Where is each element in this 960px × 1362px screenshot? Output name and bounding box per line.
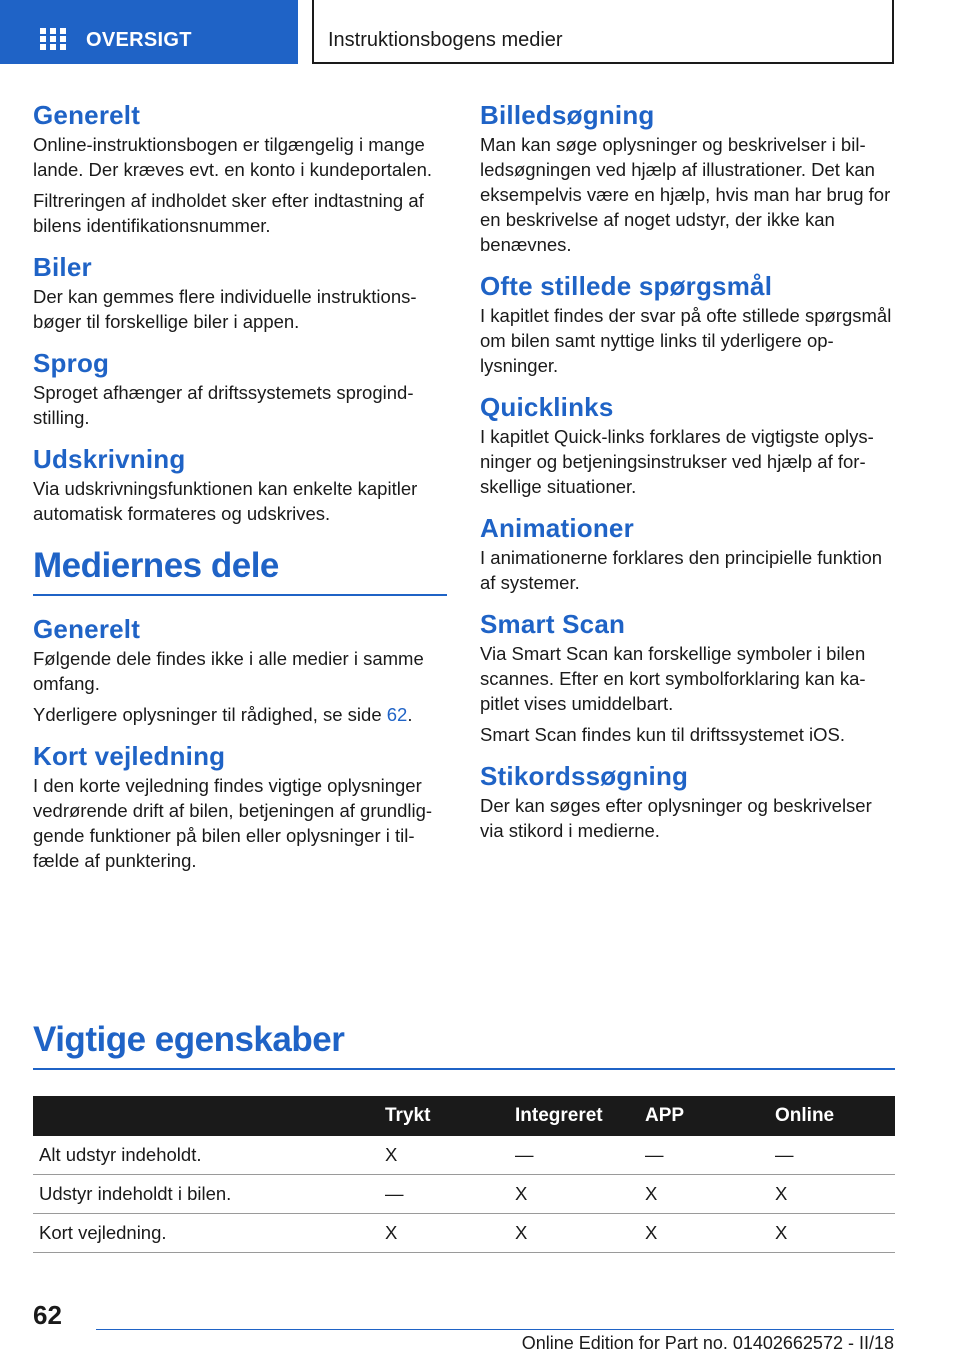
grid-menu-icon — [40, 28, 66, 50]
heading-stikordssogning: Stikordssøgning — [480, 761, 689, 791]
paragraph: Der kan gemmes flere individuelle instruktionsbøger til forskellige biler i appen. — [33, 286, 417, 332]
table-cell: Kort vejledning. — [33, 1214, 379, 1253]
section-kort-vejledning — [33, 739, 447, 873]
paragraph: Filtreringen af indholdet sker efter indtastning af bilens identifikationsnummer. — [33, 190, 424, 236]
section-udskrivning — [33, 442, 447, 526]
table-row — [33, 1175, 895, 1214]
left-column — [33, 98, 447, 885]
paragraph: Man kan søge oplysninger og beskrivelser i billedsøgningen ved hjælp af illustrationer. Det kan eksempelvis være en hjælp, hvis man har brug for en beskrivelse af noget udstyr, der ikke kan benævnes. — [480, 134, 891, 255]
heading-rule — [33, 1068, 895, 1070]
table-cell: X — [509, 1175, 639, 1214]
heading-quicklinks: Quicklinks — [480, 392, 614, 422]
heading-kort-vejledning: Kort vejledning — [33, 741, 226, 771]
section-quicklinks — [480, 390, 896, 499]
heading-ofte-stillede: Ofte stillede spørgsmål — [480, 271, 773, 301]
overview-button[interactable] — [0, 0, 298, 64]
heading-udskrivning: Udskrivning — [33, 444, 186, 474]
overview-label: OVERSIGT — [86, 29, 192, 51]
table-cell: X — [379, 1214, 509, 1253]
heading-biler: Biler — [33, 252, 92, 282]
breadcrumb-label: Instruktionsbogens medier — [328, 29, 563, 51]
edition-info: Online Edition for Part no. 01402662572 - II/18 — [521, 1333, 894, 1353]
heading-generelt-2: Generelt — [33, 614, 141, 644]
section-generelt — [33, 98, 447, 238]
right-column — [480, 98, 896, 855]
paragraph: I kapitlet findes der svar på ofte stillede spørgsmål om bilen samt nyttige links til yderligere oplysninger. — [480, 305, 892, 376]
top-bar — [0, 0, 960, 66]
paragraph-end: . — [407, 704, 413, 725]
table-cell: X — [639, 1214, 769, 1253]
column-header: Online — [769, 1096, 895, 1136]
table-cell: — — [769, 1136, 895, 1175]
paragraph: I den korte vejledning findes vigtige oplysninger vedrørende drift af bilen, betjeningen af grundliggende funktioner på bilen eller oplysninger i tilfælde af punktering. — [33, 775, 433, 871]
table-cell: X — [639, 1175, 769, 1214]
column-header: Trykt — [379, 1096, 509, 1136]
column-header: APP — [639, 1096, 769, 1136]
paragraph: Smart Scan findes kun til driftssystemet iOS. — [480, 724, 845, 745]
table-cell: — — [639, 1136, 769, 1175]
chapter-vigtige-egenskaber — [33, 1018, 895, 1070]
footer-rule — [96, 1329, 894, 1330]
table-cell: X — [769, 1175, 895, 1214]
paragraph: Via Smart Scan kan forskellige symboler i bilen scannes. Efter en kort symbolforklaring kan kapitlet vises umiddelbart. — [480, 643, 866, 714]
column-header: Integreret — [509, 1096, 639, 1136]
heading-billedsogning: Billedsøgning — [480, 100, 655, 130]
paragraph: Følgende dele findes ikke i alle medier i samme omfang. — [33, 648, 424, 694]
breadcrumb[interactable] — [312, 0, 894, 64]
table-row — [33, 1136, 895, 1175]
table-row — [33, 1214, 895, 1253]
heading-sprog: Sprog — [33, 348, 110, 378]
paragraph: Via udskrivningsfunktionen kan enkelte kapitler automatisk formateres og udskrives. — [33, 478, 418, 524]
table-cell: X — [769, 1214, 895, 1253]
heading-mediernes-dele: Mediernes dele — [33, 546, 279, 585]
paragraph: Sproget afhænger af driftssystemets sprogindstilling. — [33, 382, 414, 428]
table-cell: X — [379, 1136, 509, 1175]
table-cell: — — [509, 1136, 639, 1175]
section-smart-scan — [480, 607, 896, 747]
table-cell: — — [379, 1175, 509, 1214]
paragraph: I kapitlet Quick-links forklares de vigtigste oplysninger og betjeningsinstrukser ved hjælp af forskellige situationer. — [480, 426, 874, 497]
heading-animationer: Animationer — [480, 513, 634, 543]
section-billedsogning — [480, 98, 896, 257]
section-generelt-2 — [33, 612, 447, 727]
section-sprog — [33, 346, 447, 430]
heading-smart-scan: Smart Scan — [480, 609, 626, 639]
table-cell: Alt udstyr indeholdt. — [33, 1136, 379, 1175]
paragraph: Der kan søges efter oplysninger og beskrivelser via stikord i medierne. — [480, 795, 872, 841]
paragraph: I animationerne forklares den principielle funktion af systemer. — [480, 547, 883, 593]
section-ofte-stillede — [480, 269, 896, 378]
chapter-mediernes-dele — [33, 544, 447, 596]
heading-vigtige-egenskaber: Vigtige egenskaber — [33, 1020, 345, 1059]
heading-rule — [33, 594, 447, 596]
table-header-row — [33, 1096, 895, 1136]
section-animationer — [480, 511, 896, 595]
page-reference-link[interactable]: 62 — [386, 704, 408, 725]
section-stikordssogning — [480, 759, 896, 843]
paragraph: Online-instruktionsbogen er tilgængelig i mange lande. Der kræves evt. en konto i kundeportalen. — [33, 134, 433, 180]
paragraph-text: Yderligere oplysninger til rådighed, se side — [33, 704, 387, 725]
table-cell: Udstyr indeholdt i bilen. — [33, 1175, 379, 1214]
heading-generelt: Generelt — [33, 100, 141, 130]
paragraph — [33, 702, 447, 727]
page-number: 62 — [33, 1300, 62, 1330]
section-biler — [33, 250, 447, 334]
table-cell: X — [509, 1214, 639, 1253]
features-table — [33, 1096, 895, 1253]
column-header — [33, 1096, 379, 1136]
